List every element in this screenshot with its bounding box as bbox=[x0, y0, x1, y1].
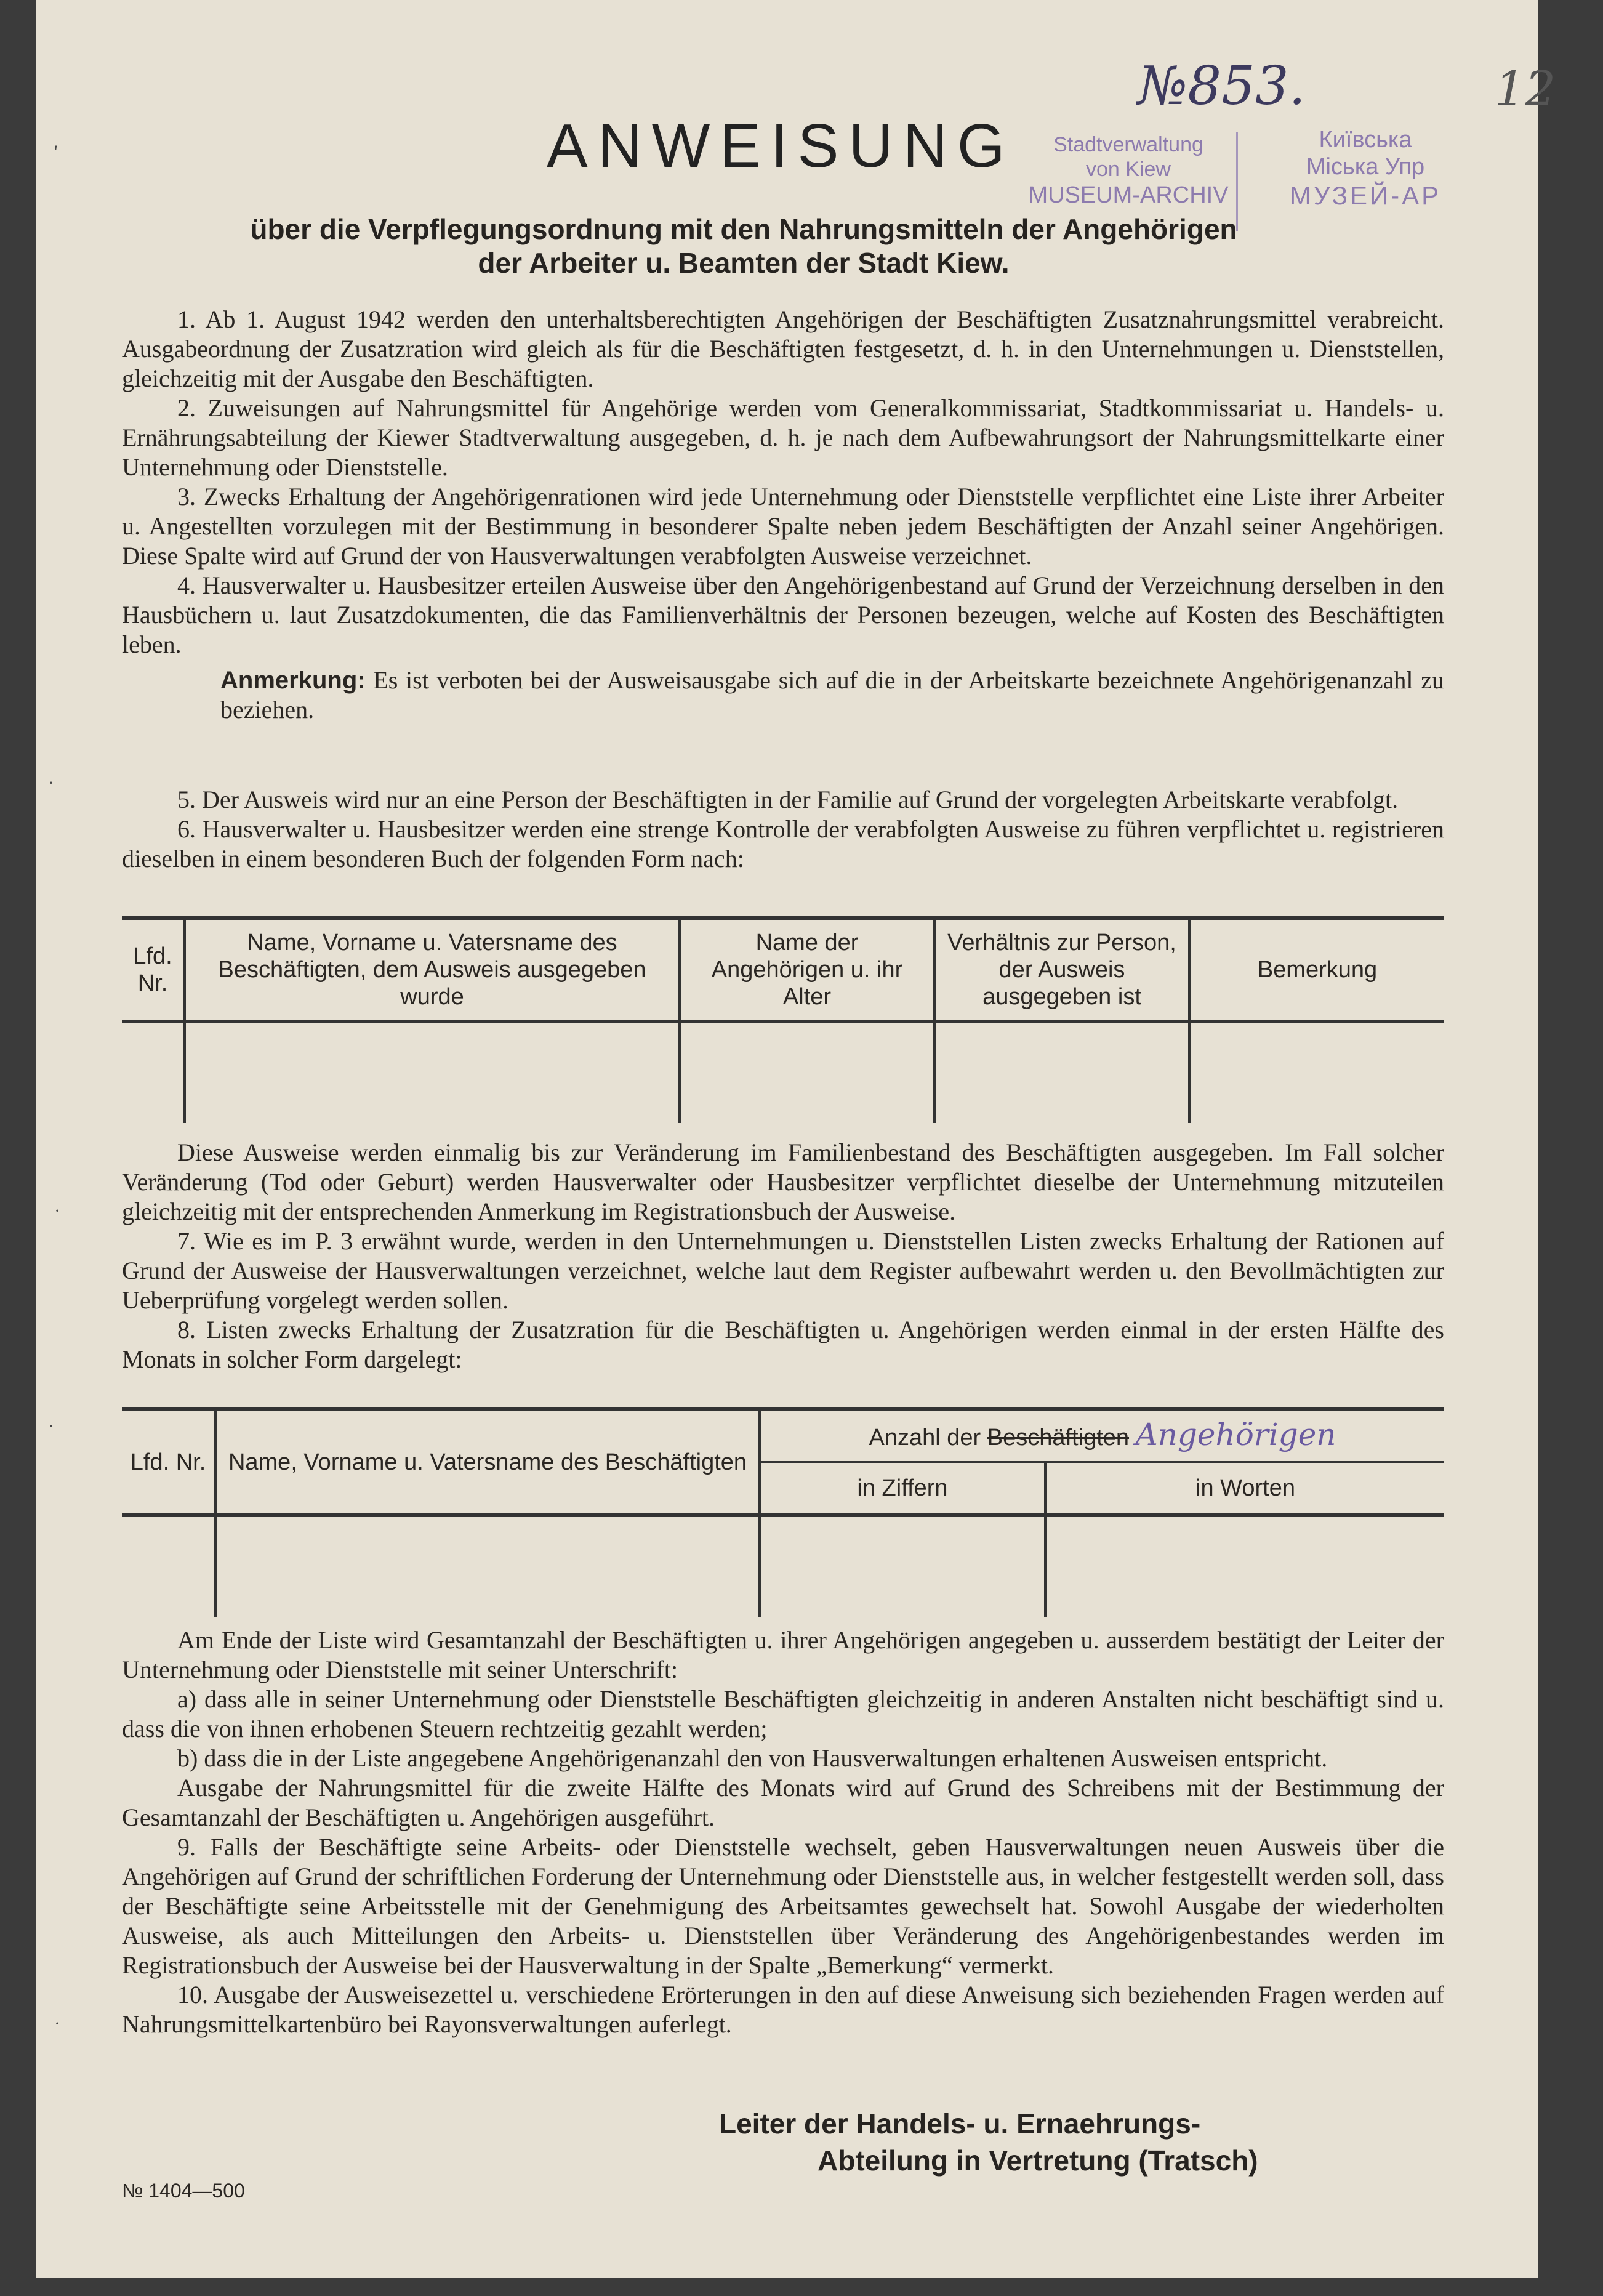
table-header-cell: Name, Vorname u. Vatersname des Beschäftigten, dem Ausweis ausgegeben wurde bbox=[185, 918, 680, 1021]
table-header-cell bbox=[760, 1409, 1444, 1462]
document-page bbox=[36, 0, 1556, 2278]
stamp-text: von Kiew bbox=[1086, 158, 1171, 181]
note-label: Anmerkung: bbox=[220, 667, 366, 694]
paragraph: Ausgabe der Nahrungsmittel für die zweite Hälfte des Monats wird auf Grund des Schreibens mit der Bestimmung der Gesamtanzahl der Beschäftigten u. Angehörigen ausgeführt. bbox=[122, 1774, 1444, 1831]
paragraph: 5. Der Ausweis wird nur an eine Person der Beschäftigten in der Familie auf Grund der vorgelegten Arbeitskarte verabfolgt. bbox=[177, 786, 1399, 813]
table-header-cell: Lfd. Nr. bbox=[122, 1409, 215, 1515]
paragraph: 1. Ab 1. August 1942 werden den unterhaltsberechtigten Angehörigen der Beschäftigten Zusatznahrungsmittel verabreicht. Ausgabeordnung der Zusatzration wird gleich als für die Beschäftigten festgesetzt, d. h. in den Unternehmungen u. Dienststellen, gleichzeitig mit der Ausgabe den Beschäftigten. bbox=[122, 305, 1444, 392]
signature-line-2: Abteilung in Vertretung (Tratsch) bbox=[818, 2145, 1258, 2177]
paragraph: 2. Zuweisungen auf Nahrungsmittel für Angehörige werden vom Generalkommissariat, Stadtkommissariat u. Handels- u. Ernährungsabteilung der Kiewer Stadtverwaltung ausgegeben, d. h. je nach dem Aufbewahrungsort der Nahrungsmittelkarte einer Unternehmung oder Dienststelle. bbox=[122, 394, 1444, 481]
margin-mark: · bbox=[54, 1201, 60, 1221]
handwritten-correction: Angehörigen bbox=[1135, 1416, 1336, 1452]
margin-mark: · bbox=[48, 1416, 54, 1436]
table-empty-cell bbox=[185, 1021, 680, 1123]
paragraph: Diese Ausweise werden einmalig bis zur Veränderung im Familienbestand des Beschäftigten ausgegeben. Im Fall solcher Veränderung (Tod oder Geburt) werden Hausverwalter oder Hausbesitzer verpflichtet dieselbe der Unternehmung mitzuteilen gleichzeitig mit der entsprechenden Anmerkung im Registrationsbuch der Ausweise. bbox=[122, 1138, 1444, 1225]
stamp-text: МУЗЕЙ-АР bbox=[1289, 181, 1442, 210]
paragraph: 3. Zwecks Erhaltung der Angehörigenrationen wird jede Unternehmung oder Dienststelle verpflichtet eine Liste ihrer Arbeiter u. Angestellten vorzulegen mit der Bestimmung in besonderer Spalte neben jedem Beschäftigten der Anzahl seiner Angehörigen. Diese Spalte wird auf Grund der von Hausverwaltungen verabfolgten Ausweise verzeichnet. bbox=[122, 483, 1444, 570]
ration-list-table bbox=[122, 1407, 1444, 1617]
paragraphs-section-2 bbox=[122, 785, 1444, 874]
table-header-cell: Bemerkung bbox=[1189, 918, 1444, 1021]
handwritten-doc-number: №853. bbox=[1138, 55, 1306, 117]
signature-line-1: Leiter der Handels- u. Ernaehrungs- bbox=[719, 2108, 1201, 2140]
paragraph: a) dass alle in seiner Unternehmung oder Dienststelle Beschäftigten gleichzeitig in anderen Anstalten nicht beschäftigt sind u. dass die von ihnen erhobenen Steuern rechtzeitig gezahlt werden; bbox=[122, 1685, 1444, 1742]
paragraph: 7. Wie es im P. 3 erwähnt wurde, werden in den Unternehmungen u. Dienststellen Listen zwecks Erhaltung der Rationen auf Grund der Ausweise der Hausverwaltungen verzeichnet, welche laut dem Register aufbewahrt werden u. den Bevollmächtigten zur Ueberprüfung vorgelegt werden sollen. bbox=[122, 1227, 1444, 1314]
note-text: Es ist verboten bei der Ausweisausgabe sich auf die in der Arbeitskarte bezeichnete Angehörigenanzahl zu beziehen. bbox=[220, 666, 1445, 723]
margin-mark: ' bbox=[54, 142, 58, 162]
archive-stamp-german bbox=[1008, 132, 1248, 209]
table-empty-cell bbox=[680, 1021, 934, 1123]
stamp-text: Міська Упр bbox=[1306, 154, 1425, 180]
paragraph: 4. Hausverwalter u. Hausbesitzer erteilen Ausweise über den Angehörigenbestand auf Grund der Verzeichnung derselben in den Hausbüchern u. laut Zusatzdokumenten, die das Familienverhältnis der Personen bezeugen, welche auf Kosten des Beschäftigten leben. bbox=[122, 571, 1444, 658]
table-empty-cell bbox=[1045, 1515, 1444, 1617]
table-empty-cell bbox=[122, 1515, 215, 1617]
paragraphs-section-4 bbox=[122, 1625, 1444, 2039]
paragraphs-section-3 bbox=[122, 1138, 1444, 1374]
paragraph: b) dass die in der Liste angegebene Angehörigenanzahl den von Hausverwaltungen erhaltenen Ausweisen entspricht. bbox=[177, 1744, 1328, 1772]
table-empty-cell bbox=[122, 1021, 185, 1123]
table-empty-cell bbox=[215, 1515, 760, 1617]
table-header-cell: Verhältnis zur Person, der Ausweis ausgegeben ist bbox=[934, 918, 1189, 1021]
subtitle-line-1: über die Verpflegungsordnung mit den Nahrungsmitteln der Angehörigen bbox=[250, 213, 1237, 245]
paragraphs-section-1 bbox=[122, 305, 1444, 725]
paragraph: 8. Listen zwecks Erhaltung der Zusatzration für die Beschäftigten u. Angehörigen werden einmal in der ersten Hälfte des Monats in solcher Form dargelegt: bbox=[122, 1316, 1444, 1373]
handwritten-page-number: 12 bbox=[1495, 62, 1556, 117]
table-empty-cell bbox=[934, 1021, 1189, 1123]
paragraph: 10. Ausgabe der Ausweisezettel u. verschiedene Erörterungen in den auf diese Anweisung sich beziehenden Fragen werden auf Nahrungsmittelkartenbüro bei Rayonsverwaltungen auferlegt. bbox=[122, 1981, 1444, 2038]
table-empty-cell bbox=[1189, 1021, 1444, 1123]
header-text: Anzahl der bbox=[869, 1424, 981, 1451]
document-title: ANWEISUNG bbox=[547, 111, 1015, 180]
registration-book-table bbox=[122, 916, 1444, 1123]
paragraph: 9. Falls der Beschäftigte seine Arbeits- oder Dienststelle wechselt, geben Hausverwaltungen neuen Ausweis über die Angehörigen auf Grund der schriftlichen Forderung der Unternehmung oder Dienststelle aus, in welcher festgestellt werden soll, dass der Beschäftigte seine Arbeitsstelle mit der Genehmigung des Arbeitsamtes gewechselt hat. Sowohl Ausgabe der wiederholten Ausweise, als auch Mitteilungen den Arbeits- u. Dienststellen über Veränderung des Angehörigenbestandes werden im Registrationsbuch der Ausweise bei der Hausverwaltung in der Spalte „Bemerkung“ vermerkt. bbox=[122, 1833, 1444, 1979]
stamp-text: Київська bbox=[1319, 127, 1412, 153]
margin-mark: · bbox=[54, 2013, 60, 2034]
table-header-cell: Name, Vorname u. Vatersname des Beschäftigten bbox=[215, 1409, 760, 1515]
subtitle-line-2: der Arbeiter u. Beamten der Stadt Kiew. bbox=[478, 247, 1010, 279]
stamp-text: MUSEUM-ARCHIV bbox=[1028, 182, 1229, 208]
print-run-number: № 1404—500 bbox=[122, 2180, 245, 2202]
note-paragraph bbox=[122, 666, 1444, 725]
struck-text: Beschäftigten bbox=[987, 1424, 1130, 1451]
paragraph: Am Ende der Liste wird Gesamtanzahl der Beschäftigten u. ihrer Angehörigen angegeben u. ausserdem bestätigt der Leiter der Unternehmung oder Dienststelle mit seiner Unterschrift: bbox=[122, 1626, 1444, 1683]
table-header-cell: Name der Angehörigen u. ihr Alter bbox=[680, 918, 934, 1021]
table-header-cell: Lfd. Nr. bbox=[122, 918, 185, 1021]
stamp-text: Stadtverwaltung bbox=[1053, 133, 1203, 156]
table-subheader-cell: in Worten bbox=[1045, 1462, 1444, 1516]
archive-stamp-ukrainian bbox=[1255, 126, 1476, 211]
table-subheader-cell: in Ziffern bbox=[760, 1462, 1045, 1516]
margin-mark: · bbox=[48, 773, 54, 793]
table-empty-cell bbox=[760, 1515, 1045, 1617]
paragraph: 6. Hausverwalter u. Hausbesitzer werden eine strenge Kontrolle der verabfolgten Ausweise zu führen verpflichtet u. registrieren dieselben in einem besonderen Buch der folgenden Form nach: bbox=[122, 815, 1444, 872]
